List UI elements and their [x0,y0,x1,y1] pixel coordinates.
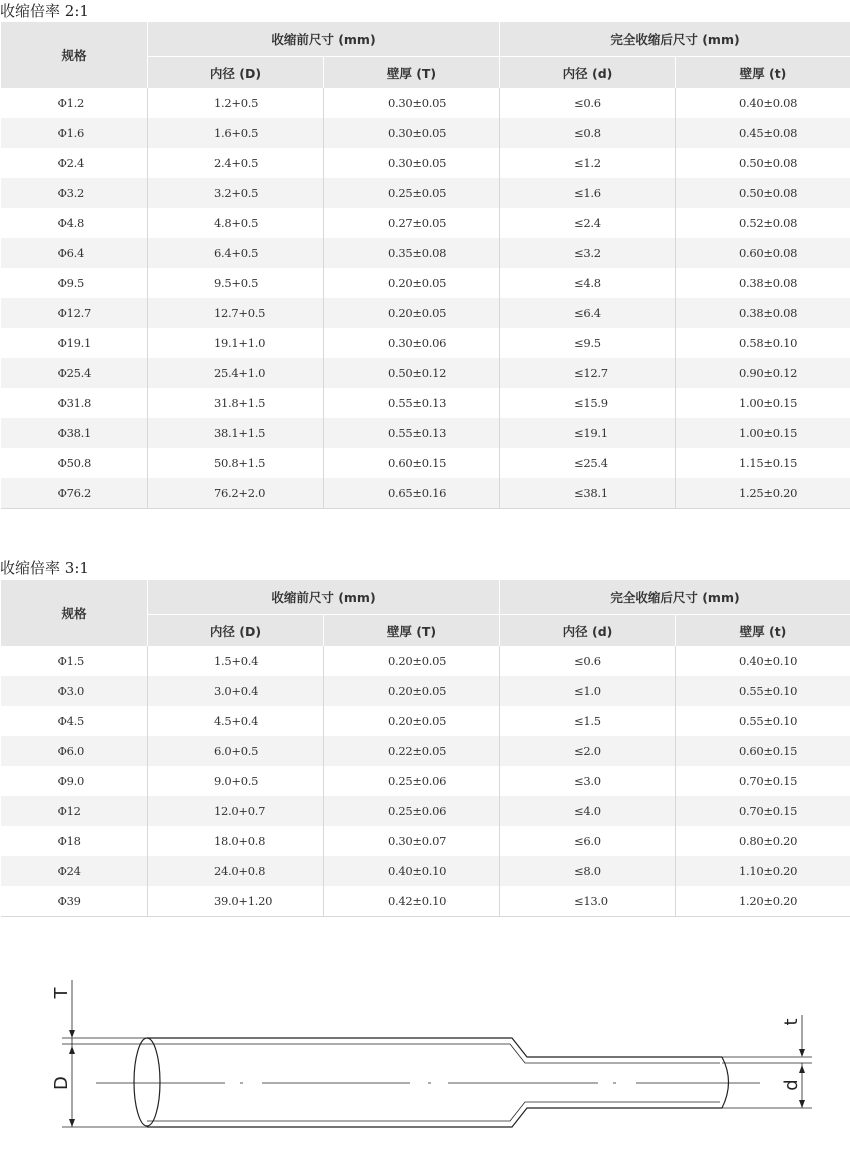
table-row [1,118,850,148]
section-title-ratio: 2:1 [64,2,89,20]
arrow-T [69,1030,75,1038]
cell-after-inner-diameter: ≤25.4 [500,448,676,478]
cell-after-wall-thickness: 0.38±0.08 [676,298,850,328]
cell-before-wall-thickness: 0.25±0.06 [324,796,500,826]
cell-before-inner-diameter: 3.2+0.5 [148,178,324,208]
cell-after-wall-thickness: 1.15±0.15 [739,456,798,470]
cell-spec: Φ3.2 [1,178,148,208]
cell-before-wall-thickness: 0.30±0.05 [324,148,500,178]
cell-spec: Φ12 [1,796,148,826]
cell-after-inner-diameter: ≤0.8 [500,118,676,148]
table-row [1,646,850,676]
table-row [1,796,850,826]
table-row [1,736,850,766]
header-after-inner-diameter: 内径 (d) [500,57,676,89]
table-row [1,886,850,917]
cell-after-inner-diameter: ≤2.0 [500,736,676,766]
cell-after-wall-thickness: 0.80±0.20 [739,834,798,848]
cell-before-wall-thickness: 0.20±0.05 [324,706,500,736]
cell-before-inner-diameter: 4.8+0.5 [148,208,324,238]
cell-before-wall-thickness: 0.40±0.10 [324,856,500,886]
header-after-inner-diameter: 内径 (d) [500,615,676,647]
arrow-D-top [69,1046,75,1054]
cell-spec: Φ19.1 [1,328,148,358]
cell-before-inner-diameter: 1.6+0.5 [148,118,324,148]
cell-before-inner-diameter: 38.1+1.5 [148,418,324,448]
table-row [1,328,850,358]
tube-outline [147,1038,722,1127]
cell-before-wall-thickness: 0.25±0.05 [324,178,500,208]
cell-before-wall-thickness: 0.60±0.15 [324,448,500,478]
table-row [1,298,850,328]
cell-before-inner-diameter: 6.4+0.5 [148,238,324,268]
cell-before-wall-thickness: 0.30±0.06 [324,328,500,358]
tube-dimension-diagram [0,960,850,1160]
cell-spec: Φ4.8 [1,208,148,238]
cell-before-inner-diameter: 1.2+0.5 [148,88,324,118]
cell-after-inner-diameter: ≤1.0 [500,676,676,706]
table-row [1,478,850,509]
cell-before-wall-thickness: 0.50±0.12 [324,358,500,388]
cell-after-inner-diameter: ≤1.6 [500,178,676,208]
spec-table-3to1 [0,580,850,917]
cell-after-wall-thickness: 0.60±0.08 [676,238,850,268]
cell-spec: Φ1.5 [1,646,148,676]
table-row [1,418,850,448]
header-after-wall-thickness: 壁厚 (t) [676,57,850,89]
cell-before-wall-thickness: 0.30±0.05 [324,118,500,148]
cell-spec: Φ12.7 [1,298,148,328]
table-row [1,766,850,796]
header-before-shrink: 收缩前尺寸 (mm) [148,22,500,57]
cell-before-wall-thickness: 0.55±0.13 [324,388,500,418]
cell-after-wall-thickness: 0.50±0.08 [739,156,798,170]
cell-spec: Φ1.2 [1,88,148,118]
cell-after-wall-thickness: 0.55±0.10 [676,676,850,706]
cell-spec: Φ2.4 [1,148,148,178]
cell-before-inner-diameter: 6.0+0.5 [148,736,324,766]
cell-after-wall-thickness: 0.70±0.15 [676,796,850,826]
table-row [1,238,850,268]
table-row [1,826,850,856]
tube-front-opening [134,1038,160,1126]
cell-after-wall-thickness: 0.52±0.08 [739,216,798,230]
dimension-T-extension [62,980,147,1044]
cell-spec: Φ4.5 [1,706,148,736]
cell-spec: Φ6.0 [1,736,148,766]
table-row [1,88,850,118]
cell-after-inner-diameter: ≤2.4 [500,208,676,238]
cell-before-wall-thickness: 0.20±0.05 [324,298,500,328]
cell-spec: Φ9.5 [1,268,148,298]
arrow-D-bottom [69,1119,75,1127]
cell-after-inner-diameter: ≤1.2 [500,148,676,178]
section-title-2to1 [0,0,89,21]
header-spec: 规格 [1,22,148,88]
cell-spec: Φ25.4 [1,358,148,388]
cell-before-inner-diameter: 9.5+0.5 [148,268,324,298]
cell-spec: Φ6.4 [1,238,148,268]
cell-after-wall-thickness: 0.55±0.10 [739,714,798,728]
header-before-shrink: 收缩前尺寸 (mm) [148,580,500,615]
dimension-d-extension [722,1015,812,1108]
cell-spec: Φ3.0 [1,676,148,706]
cell-before-inner-diameter: 12.7+0.5 [148,298,324,328]
cell-after-wall-thickness: 1.00±0.15 [676,418,850,448]
cell-before-inner-diameter: 9.0+0.5 [148,766,324,796]
cell-after-inner-diameter: ≤9.5 [500,328,676,358]
cell-before-wall-thickness: 0.20±0.05 [324,676,500,706]
label-D: D [51,1076,72,1090]
cell-before-inner-diameter: 31.8+1.5 [148,388,324,418]
cell-after-wall-thickness: 0.50±0.08 [676,178,850,208]
cell-after-inner-diameter: ≤3.2 [500,238,676,268]
cell-after-inner-diameter: ≤15.9 [500,388,676,418]
cell-before-inner-diameter: 3.0+0.4 [148,676,324,706]
cell-after-inner-diameter: ≤4.0 [500,796,676,826]
cell-before-wall-thickness: 0.20±0.05 [324,268,500,298]
label-T: T [51,987,72,999]
cell-after-wall-thickness: 1.25±0.20 [676,478,850,509]
cell-before-inner-diameter: 12.0+0.7 [148,796,324,826]
label-t: t [781,1018,802,1026]
arrow-d-top [799,1065,805,1073]
cell-after-inner-diameter: ≤4.8 [500,268,676,298]
cell-before-wall-thickness: 0.65±0.16 [324,478,500,509]
table-row [1,358,850,388]
cell-before-inner-diameter: 76.2+2.0 [148,478,324,509]
cell-after-inner-diameter: ≤12.7 [500,358,676,388]
cell-after-inner-diameter: ≤8.0 [500,856,676,886]
cell-before-inner-diameter: 18.0+0.8 [148,826,324,856]
table-row [1,208,850,238]
cell-before-wall-thickness: 0.25±0.06 [324,766,500,796]
cell-before-wall-thickness: 0.30±0.07 [324,826,500,856]
cell-after-inner-diameter: ≤6.4 [500,298,676,328]
table-row [1,448,850,478]
table-row [1,388,850,418]
cell-after-wall-thickness: 0.40±0.10 [739,654,798,668]
section-title-ratio: 3:1 [64,559,89,577]
cell-after-wall-thickness: 0.58±0.10 [739,336,798,350]
header-before-inner-diameter: 内径 (D) [148,57,324,89]
cell-spec: Φ50.8 [1,448,148,478]
cell-before-wall-thickness: 0.20±0.05 [324,646,500,676]
cell-after-wall-thickness: 1.10±0.20 [676,856,850,886]
table-row [1,676,850,706]
section-title-label: 收缩倍率 [0,559,61,577]
cell-before-inner-diameter: 25.4+1.0 [148,358,324,388]
cell-before-inner-diameter: 4.5+0.4 [148,706,324,736]
cell-after-wall-thickness: 0.38±0.08 [739,276,798,290]
tube-rear-end [722,1057,729,1108]
cell-after-inner-diameter: ≤6.0 [500,826,676,856]
header-after-wall-thickness: 壁厚 (t) [676,615,850,647]
cell-before-inner-diameter: 2.4+0.5 [148,148,324,178]
cell-before-inner-diameter: 50.8+1.5 [148,448,324,478]
cell-after-wall-thickness: 1.00±0.15 [739,396,798,410]
table-row [1,178,850,208]
cell-before-wall-thickness: 0.55±0.13 [324,418,500,448]
header-after-shrink: 完全收缩后尺寸 (mm) [500,580,850,615]
cell-before-wall-thickness: 0.42±0.10 [324,886,500,917]
cell-after-inner-diameter: ≤1.5 [500,706,676,736]
cell-spec: Φ18 [1,826,148,856]
cell-before-wall-thickness: 0.22±0.05 [324,736,500,766]
cell-after-inner-diameter: ≤38.1 [500,478,676,509]
cell-before-wall-thickness: 0.30±0.05 [324,88,500,118]
cell-spec: Φ76.2 [1,478,148,509]
cell-after-wall-thickness: 0.60±0.15 [676,736,850,766]
section-title-label: 收缩倍率 [0,2,61,20]
cell-after-inner-diameter: ≤0.6 [500,646,676,676]
cell-after-wall-thickness: 0.40±0.08 [739,96,798,110]
cell-after-wall-thickness: 0.90±0.12 [676,358,850,388]
cell-after-inner-diameter: ≤0.6 [500,88,676,118]
cell-after-wall-thickness: 1.20±0.20 [676,886,850,917]
cell-spec: Φ38.1 [1,418,148,448]
arrow-d-bottom [799,1100,805,1108]
header-before-inner-diameter: 内径 (D) [148,615,324,647]
header-after-shrink: 完全收缩后尺寸 (mm) [500,22,850,57]
header-before-wall-thickness: 壁厚 (T) [324,57,500,89]
label-d: d [781,1079,802,1091]
cell-after-inner-diameter: ≤3.0 [500,766,676,796]
spec-table-2to1 [0,22,850,509]
cell-spec: Φ1.6 [1,118,148,148]
table-row [1,268,850,298]
cell-before-inner-diameter: 19.1+1.0 [148,328,324,358]
table-row [1,148,850,178]
cell-after-wall-thickness: 0.45±0.08 [676,118,850,148]
cell-spec: Φ39 [1,886,148,917]
arrow-t [799,1049,805,1057]
header-before-wall-thickness: 壁厚 (T) [324,615,500,647]
cell-after-wall-thickness: 0.70±0.15 [739,774,798,788]
table-row [1,706,850,736]
cell-before-inner-diameter: 24.0+0.8 [148,856,324,886]
cell-after-inner-diameter: ≤13.0 [500,886,676,917]
section-title-3to1 [0,557,89,578]
cell-before-inner-diameter: 1.5+0.4 [148,646,324,676]
header-spec: 规格 [1,580,148,646]
cell-before-wall-thickness: 0.27±0.05 [324,208,500,238]
cell-before-wall-thickness: 0.35±0.08 [324,238,500,268]
cell-after-inner-diameter: ≤19.1 [500,418,676,448]
cell-spec: Φ24 [1,856,148,886]
cell-spec: Φ9.0 [1,766,148,796]
tube-inner-wall [147,1044,720,1121]
cell-spec: Φ31.8 [1,388,148,418]
cell-before-inner-diameter: 39.0+1.20 [148,886,324,917]
table-row [1,856,850,886]
